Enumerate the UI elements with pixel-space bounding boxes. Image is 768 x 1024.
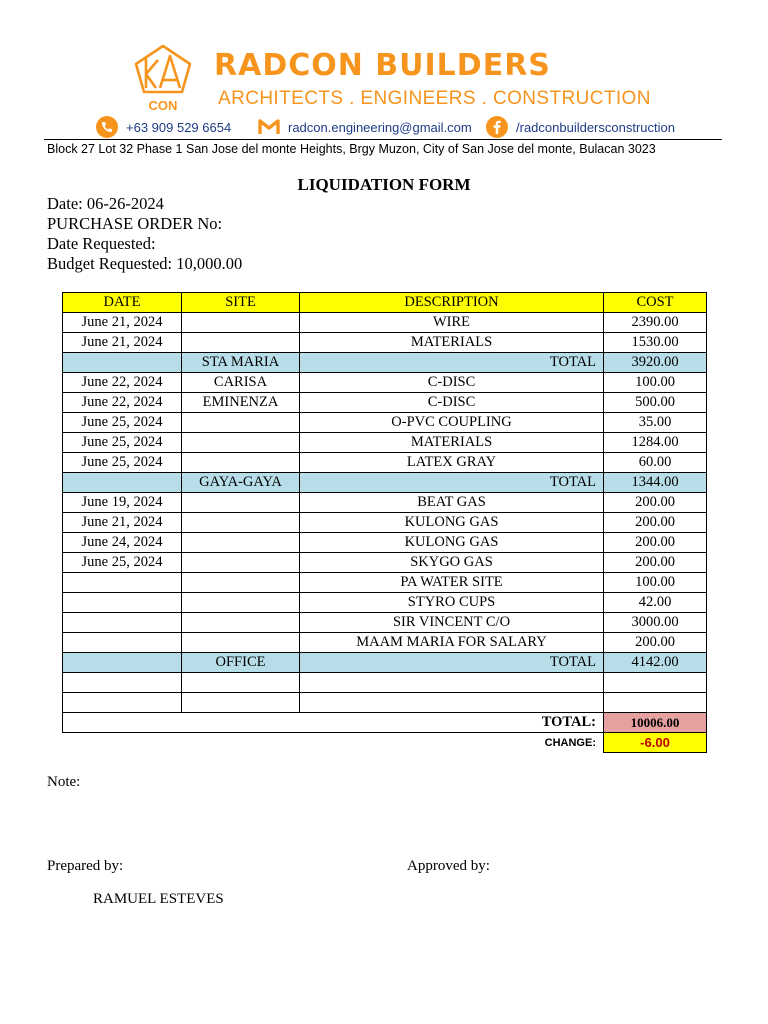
change-label: CHANGE: (544, 736, 596, 749)
cell-date (63, 593, 182, 613)
cell-cost: 200.00 (604, 533, 707, 553)
column-header-date: DATE (63, 293, 182, 313)
cell-cost: 4142.00 (604, 653, 707, 673)
cell-description: LATEX GRAY (300, 453, 604, 473)
cell-description: KULONG GAS (300, 533, 604, 553)
facebook-contact (486, 114, 675, 140)
grand-total-value: 10006.00 (604, 713, 707, 733)
email-address: radcon.engineering@gmail.com (288, 119, 472, 135)
table-row (63, 533, 707, 553)
company-tagline: ARCHITECTS . ENGINEERS . CONSTRUCTION (218, 88, 651, 109)
cell-cost (604, 693, 707, 713)
cell-site (182, 593, 300, 613)
cell-description: C-DISC (300, 373, 604, 393)
cell-site (182, 553, 300, 573)
cell-date: June 25, 2024 (63, 553, 182, 573)
budget-requested: Budget Requested: 10,000.00 (47, 254, 243, 273)
column-header-site: SITE (182, 293, 300, 313)
change-row (63, 733, 707, 753)
phone-icon (96, 116, 118, 138)
cell-date (63, 573, 182, 593)
company-name: RADCON BUILDERS (214, 48, 551, 83)
grand-total-blank-1 (63, 713, 182, 733)
table-row (63, 553, 707, 573)
cell-description: MATERIALS (300, 333, 604, 353)
cell-description: TOTAL (300, 473, 604, 493)
table-row (63, 493, 707, 513)
cell-cost: 3000.00 (604, 613, 707, 633)
purchase-order-number: PURCHASE ORDER No: (47, 214, 223, 233)
cell-date: June 25, 2024 (63, 453, 182, 473)
facebook-handle: /radconbuildersconstruction (516, 119, 675, 135)
subtotal-row (63, 473, 707, 493)
table-row (63, 373, 707, 393)
cell-description: C-DISC (300, 393, 604, 413)
form-date: Date: 06-26-2024 (47, 194, 164, 213)
grand-total-blank-2 (182, 713, 300, 733)
grand-total-row (63, 713, 707, 733)
table-row (63, 453, 707, 473)
cell-site (182, 413, 300, 433)
cell-date (63, 633, 182, 653)
subtotal-row (63, 653, 707, 673)
cell-site (182, 573, 300, 593)
cell-cost: 35.00 (604, 413, 707, 433)
table-row (63, 693, 707, 713)
cell-cost: 200.00 (604, 493, 707, 513)
cell-site: OFFICE (182, 653, 300, 673)
prepared-by-label: Prepared by: (47, 858, 124, 874)
company-address: Block 27 Lot 32 Phase 1 San Jose del monte Heights, Brgy Muzon, City of San Jose del monte, Bulacan 3023 (47, 142, 656, 156)
facebook-icon (486, 116, 508, 138)
cell-description: PA WATER SITE (300, 573, 604, 593)
cell-site (182, 613, 300, 633)
header-divider (44, 139, 722, 140)
cell-site: GAYA-GAYA (182, 473, 300, 493)
table-row (63, 613, 707, 633)
svg-text:CON: CON (148, 98, 178, 113)
table-row (63, 333, 707, 353)
preparer-name: RAMUEL ESTEVES (93, 891, 224, 907)
cell-cost: 42.00 (604, 593, 707, 613)
cell-cost (604, 673, 707, 693)
cell-site (182, 453, 300, 473)
approved-by-label: Approved by: (407, 858, 490, 874)
column-header-description: DESCRIPTION (300, 293, 604, 313)
cell-cost: 2390.00 (604, 313, 707, 333)
cell-description: SIR VINCENT C/O (300, 613, 604, 633)
date-requested: Date Requested: (47, 234, 156, 253)
cell-date: June 21, 2024 (63, 333, 182, 353)
cell-date: June 22, 2024 (63, 393, 182, 413)
cell-cost: 200.00 (604, 633, 707, 653)
table-row (63, 673, 707, 693)
cell-cost: 1530.00 (604, 333, 707, 353)
cell-description: STYRO CUPS (300, 593, 604, 613)
cell-description: MATERIALS (300, 433, 604, 453)
mail-icon (258, 116, 280, 138)
radcon-logo (132, 44, 194, 116)
change-blank-1 (63, 733, 182, 753)
table-row (63, 633, 707, 653)
change-value: -6.00 (604, 733, 707, 753)
table-row (63, 593, 707, 613)
cell-site (182, 313, 300, 333)
cell-site (182, 673, 300, 693)
cell-site (182, 433, 300, 453)
subtotal-row (63, 353, 707, 373)
cell-site (182, 493, 300, 513)
cell-date: June 21, 2024 (63, 513, 182, 533)
cell-cost: 1284.00 (604, 433, 707, 453)
cell-date (63, 673, 182, 693)
change-blank-2 (182, 733, 300, 753)
cell-description: KULONG GAS (300, 513, 604, 533)
cell-date (63, 653, 182, 673)
phone-number: +63 909 529 6654 (126, 119, 232, 135)
cell-date: June 22, 2024 (63, 373, 182, 393)
cell-description: WIRE (300, 313, 604, 333)
table-row (63, 393, 707, 413)
cell-date: June 24, 2024 (63, 533, 182, 553)
cell-description: MAAM MARIA FOR SALARY (300, 633, 604, 653)
column-header-cost: COST (604, 293, 707, 313)
cell-cost: 200.00 (604, 513, 707, 533)
form-info (47, 194, 242, 274)
cell-date: June 25, 2024 (63, 433, 182, 453)
cell-cost: 500.00 (604, 393, 707, 413)
cell-date (63, 353, 182, 373)
cell-date: June 19, 2024 (63, 493, 182, 513)
liquidation-table (62, 292, 707, 753)
cell-cost: 1344.00 (604, 473, 707, 493)
table-row (63, 413, 707, 433)
table-row (63, 573, 707, 593)
table-header-row (63, 293, 707, 313)
cell-date: June 21, 2024 (63, 313, 182, 333)
cell-site (182, 633, 300, 653)
cell-description: TOTAL (300, 653, 604, 673)
cell-cost: 60.00 (604, 453, 707, 473)
table-row (63, 433, 707, 453)
form-title: LIQUIDATION FORM (297, 175, 471, 194)
cell-date (63, 473, 182, 493)
cell-site: EMINENZA (182, 393, 300, 413)
cell-cost: 100.00 (604, 373, 707, 393)
cell-date: June 25, 2024 (63, 413, 182, 433)
cell-site (182, 513, 300, 533)
cell-site (182, 693, 300, 713)
phone-contact (96, 114, 231, 140)
cell-description (300, 693, 604, 713)
table-row (63, 313, 707, 333)
grand-total-label: TOTAL: (300, 713, 604, 733)
cell-date (63, 613, 182, 633)
cell-description (300, 673, 604, 693)
cell-description: SKYGO GAS (300, 553, 604, 573)
email-contact (258, 114, 472, 140)
cell-site (182, 533, 300, 553)
cell-site: STA MARIA (182, 353, 300, 373)
cell-site (182, 333, 300, 353)
cell-description: BEAT GAS (300, 493, 604, 513)
cell-site: CARISA (182, 373, 300, 393)
cell-cost: 100.00 (604, 573, 707, 593)
cell-cost: 3920.00 (604, 353, 707, 373)
cell-description: TOTAL (300, 353, 604, 373)
note-label: Note: (47, 774, 81, 790)
table-row (63, 513, 707, 533)
cell-date (63, 693, 182, 713)
cell-cost: 200.00 (604, 553, 707, 573)
cell-description: O-PVC COUPLING (300, 413, 604, 433)
